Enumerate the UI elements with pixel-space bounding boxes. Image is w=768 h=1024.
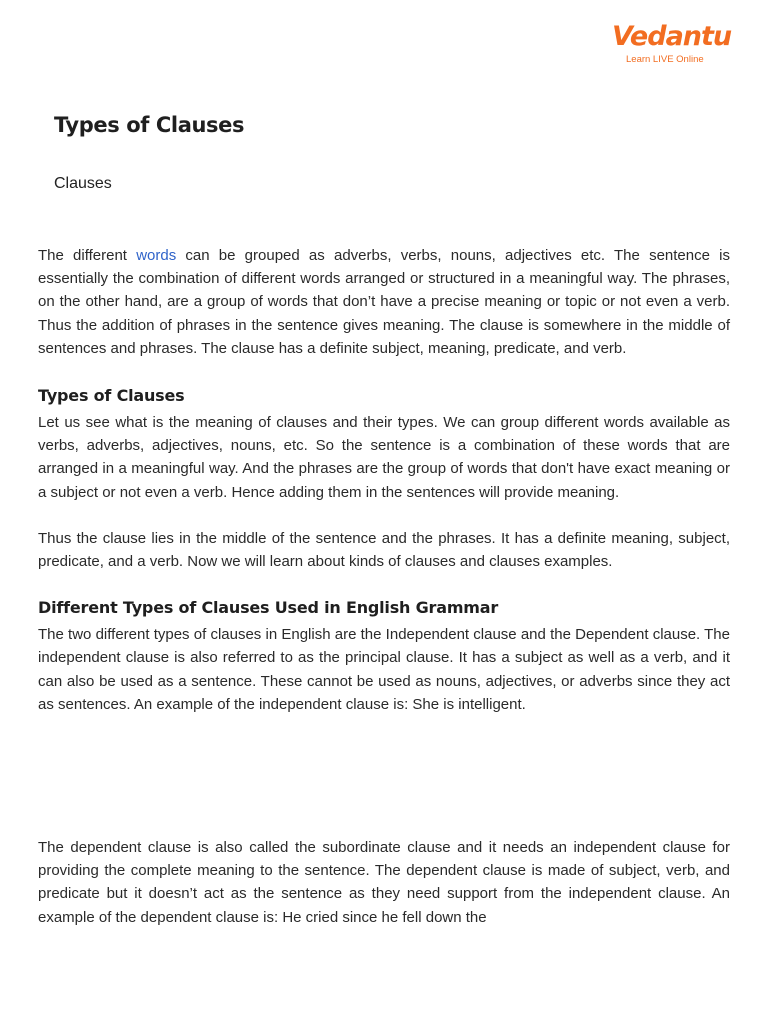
logo-tagline: Learn LIVE Online — [626, 54, 704, 65]
logo-brand-text: Vedantu — [612, 21, 732, 52]
intro-paragraph — [38, 244, 730, 360]
intro-text-before-link: The different — [38, 247, 137, 264]
types-of-clauses-heading: Types of Clauses — [38, 386, 185, 406]
page-subtitle: Clauses — [54, 175, 112, 192]
page-title: Types of Clauses — [54, 113, 245, 137]
different-types-heading: Different Types of Clauses Used in English Grammar — [38, 598, 499, 618]
dependent-clause-paragraph: The dependent clause is also called the subordinate clause and it needs an independent clause for providing the complete meaning to the sentence. The dependent clause is made of subject, verb, and predicate but it doesn’t act as the sentence as they need support from the independent clause. An example of the dependent clause is: He cried since he fell down the — [38, 839, 730, 926]
types-paragraph-2: Thus the clause lies in the middle of the sentence and the phrases. It has a definite meaning, subject, predicate, and a verb. Now we will learn about kinds of clauses and clauses examples. — [38, 529, 730, 571]
article-body — [38, 244, 730, 929]
types-paragraph-1: Let us see what is the meaning of clauses and their types. We can group different words available as verbs, adverbs, adjectives, nouns, etc. So the sentence is a combination of these words that are arranged in a meaningful way. And the phrases are the group of words that don't have exact meaning or a subject or not even a verb. Hence adding them in the sentences will provide meaning. — [38, 414, 730, 501]
intro-text-after-link: can be grouped as adverbs, verbs, nouns, adjectives etc. The sentence is essentially the combination of different words arranged or structured in a meaningful way. The phrases, on the other hand, are a group of words that don’t have a precise meaning or topic or not even a verb. Thus the addition of phrases in the sentence gives meaning. The clause is somewhere in the middle of sentences and phrases. The clause has a definite subject, meaning, predicate, and verb. — [38, 247, 730, 357]
vedantu-logo[interactable] — [612, 20, 732, 72]
independent-clause-paragraph: The two different types of clauses in English are the Independent clause and the Dependent clause. The independent clause is also referred to as the principal clause. It has a subject as well as a verb, and it can also be used as a sentence. These cannot be used as nouns, adjectives, or adverbs since they act as sentences. An example of the independent clause is: She is intelligent. — [38, 626, 730, 713]
words-link[interactable]: words — [136, 247, 177, 264]
